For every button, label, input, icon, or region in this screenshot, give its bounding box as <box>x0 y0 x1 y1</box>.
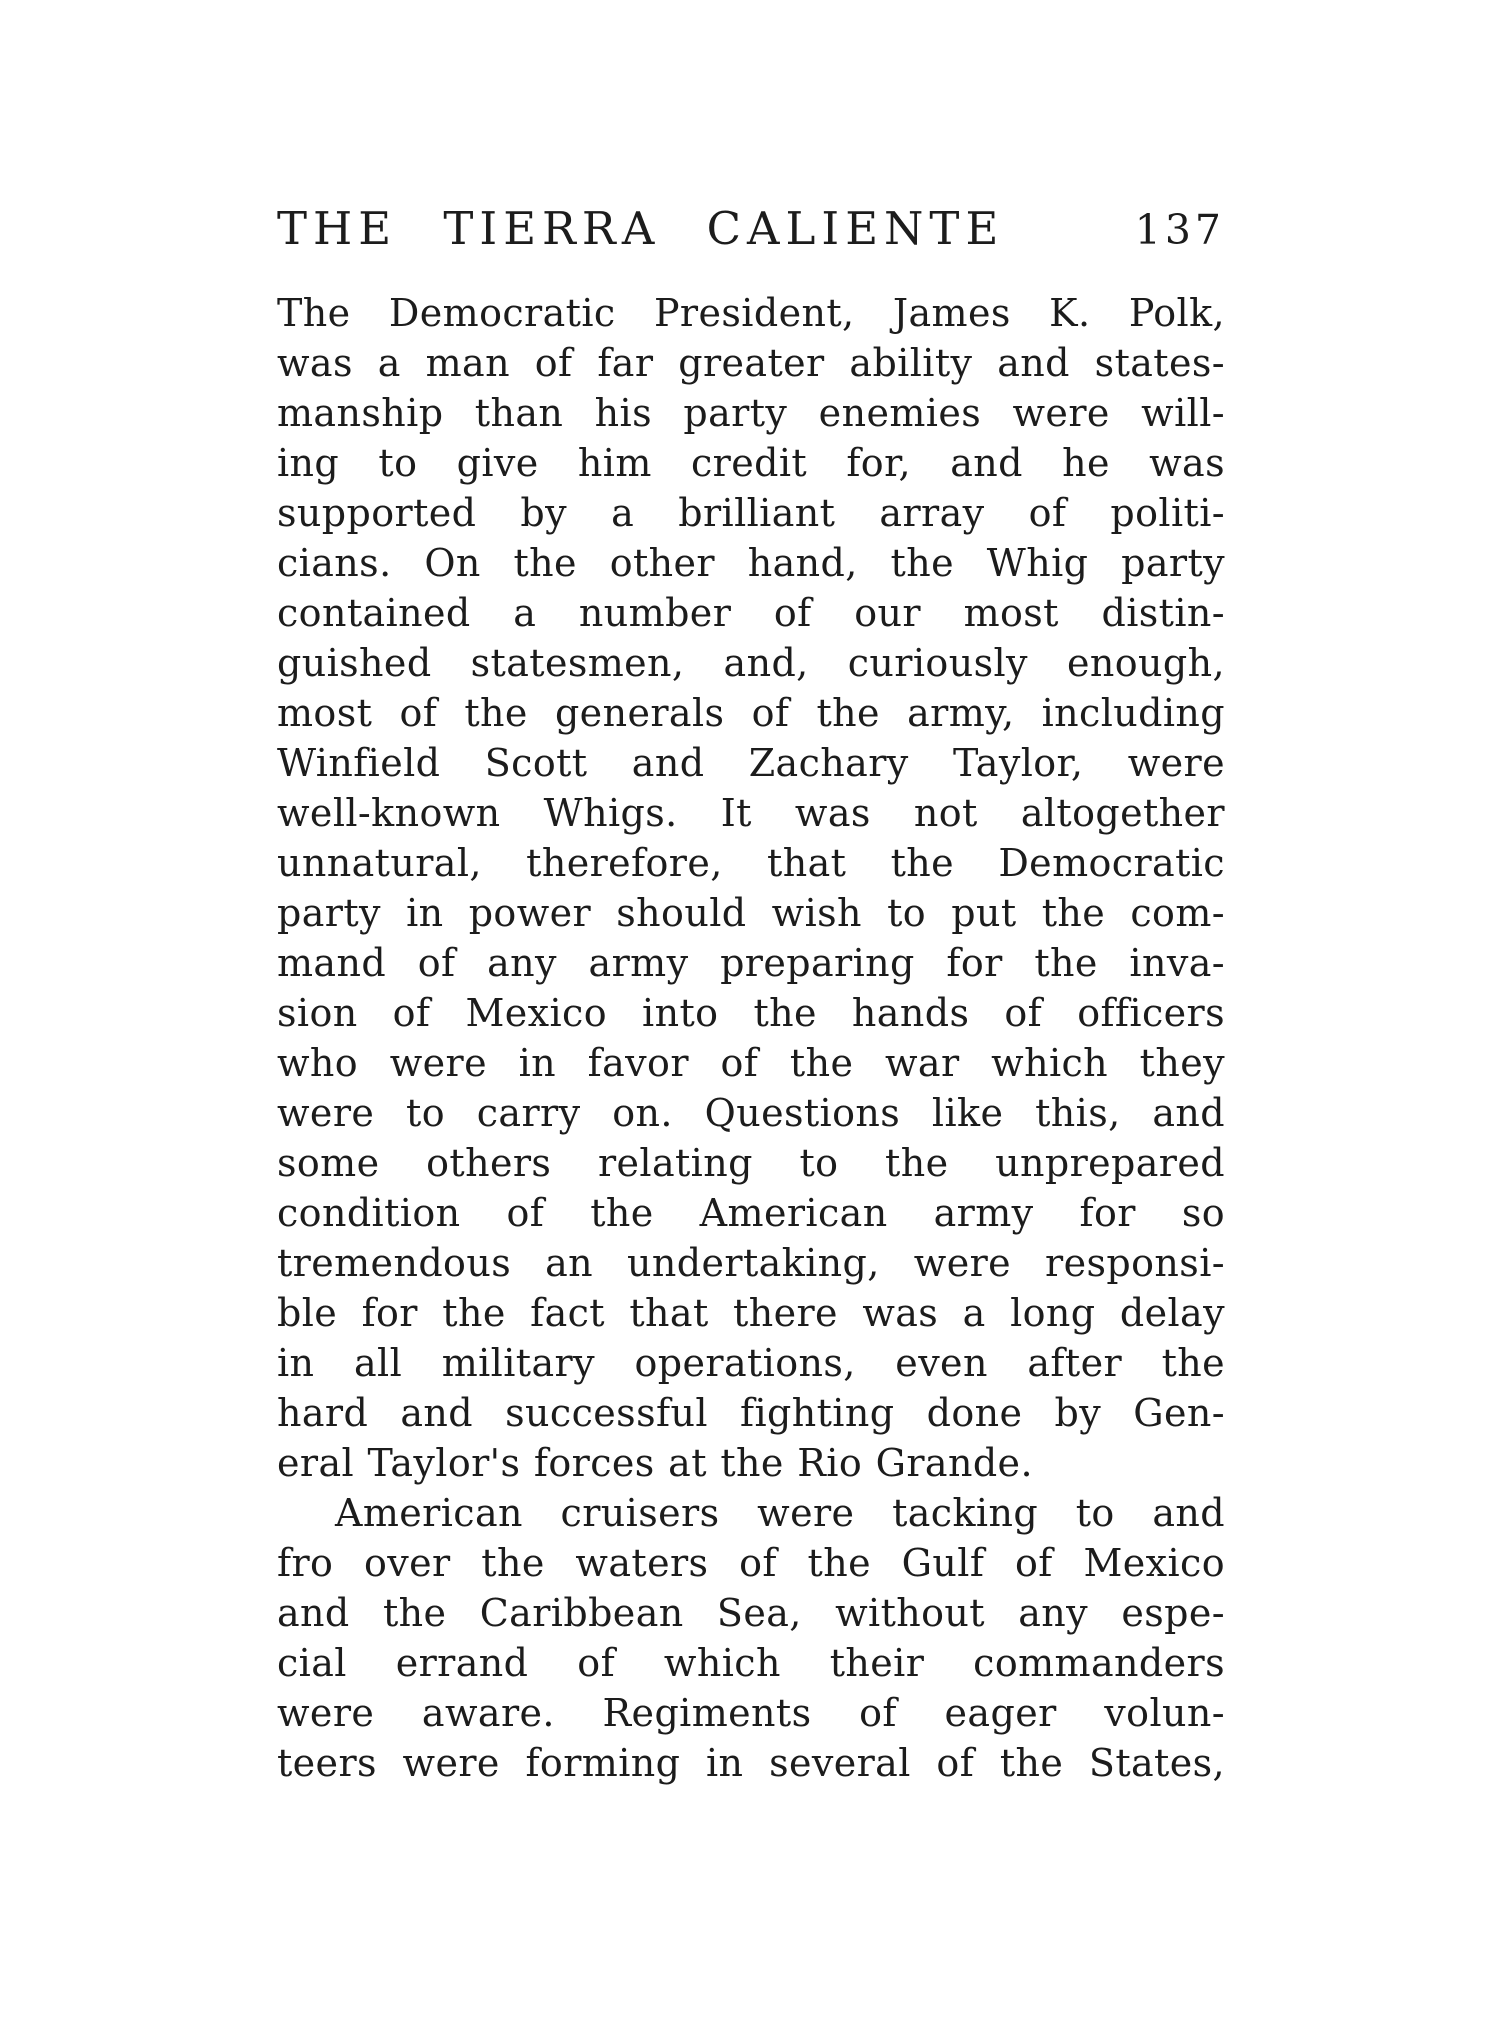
text-line: The Democratic President, James K. Polk, <box>277 291 1225 335</box>
page-number: 137 <box>1134 206 1225 254</box>
text-line: hard and successful fighting done by Gen- <box>277 1391 1225 1435</box>
text-line: guished statesmen, and, curiously enough, <box>277 641 1225 685</box>
text-line: were to carry on. Questions like this, and <box>277 1091 1225 1135</box>
text-line: cians. On the other hand, the Whig party <box>277 541 1225 585</box>
text-line: condition of the American army for so <box>277 1191 1225 1235</box>
text-line: tremendous an undertaking, were responsi- <box>277 1241 1225 1285</box>
text-line: most of the generals of the army, including <box>277 691 1225 735</box>
text-line: and the Caribbean Sea, without any espe- <box>277 1591 1225 1635</box>
text-line: were aware. Regiments of eager volun- <box>277 1691 1225 1735</box>
text-line: unnatural, therefore, that the Democratic <box>277 841 1225 885</box>
text-line: well-known Whigs. It was not altogether <box>277 791 1225 835</box>
text-line: was a man of far greater ability and states- <box>277 341 1225 385</box>
text-line: fro over the waters of the Gulf of Mexico <box>277 1541 1225 1585</box>
text-line: manship than his party enemies were will- <box>277 391 1225 435</box>
text-line: supported by a brilliant array of politi- <box>277 491 1225 535</box>
text-line: party in power should wish to put the com- <box>277 891 1225 935</box>
text-line: contained a number of our most distin- <box>277 591 1225 635</box>
text-line: cial errand of which their commanders <box>277 1641 1225 1685</box>
text-line: teers were forming in several of the States, <box>277 1741 1225 1785</box>
chapter-title: THE TIERRA CALIENTE <box>277 202 1005 255</box>
text-line: some others relating to the unprepared <box>277 1141 1225 1185</box>
text-line: sion of Mexico into the hands of officers <box>277 991 1225 1035</box>
text-line: American cruisers were tacking to and <box>335 1491 1225 1535</box>
running-header <box>277 202 1225 255</box>
body-text <box>277 288 1225 1788</box>
text-line: ble for the fact that there was a long delay <box>277 1291 1225 1335</box>
text-line: mand of any army preparing for the inva- <box>277 941 1225 985</box>
text-line: eral Taylor's forces at the Rio Grande. <box>277 1441 1033 1485</box>
text-line: ing to give him credit for, and he was <box>277 441 1225 485</box>
text-line: Winfield Scott and Zachary Taylor, were <box>277 741 1225 785</box>
text-line: in all military operations, even after the <box>277 1341 1225 1385</box>
text-line: who were in favor of the war which they <box>277 1041 1225 1085</box>
